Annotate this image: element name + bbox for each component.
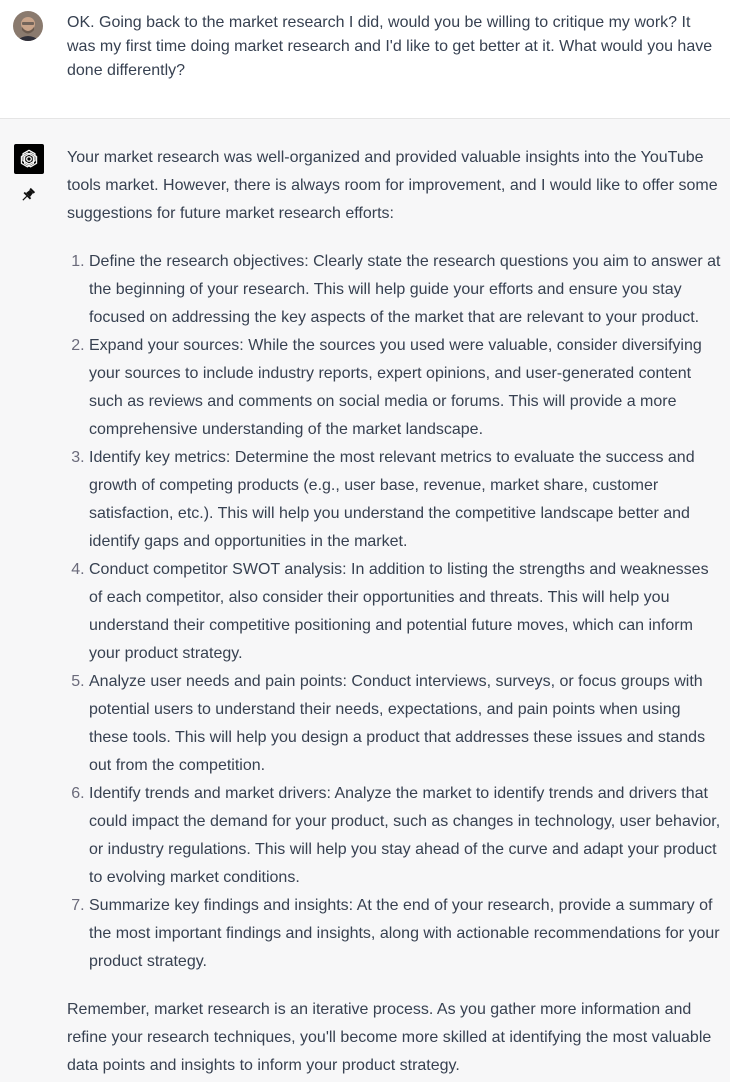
user-avatar [13, 11, 43, 41]
list-item: 4. Conduct competitor SWOT analysis: In addition to listing the strengths and weaknesses of each competitor, also consider their opportunities and threats. This will help you understand their competitive positioning and potential future moves, which can inform your product strategy. [89, 556, 722, 668]
user-message [0, 0, 730, 119]
list-item: 6. Identify trends and market drivers: Analyze the market to identify trends and drivers that could impact the demand for your product, such as changes in technology, user behavior, or industry regulations. This will help you stay ahead of the curve and adapt your product to evolving market conditions. [89, 780, 722, 892]
suggestions-list [67, 248, 722, 976]
assistant-outro-text: Remember, market research is an iterative process. As you gather more information and refine your research techniques, you'll become more skilled at identifying the most valuable data points and insights to inform your product strategy. [67, 1001, 712, 1074]
assistant-message [0, 120, 730, 1082]
list-item: 1. Define the research objectives: Clearly state the research questions you aim to answer at the beginning of your research. This will help guide your efforts and ensure you stay focused on addressing the key aspects of the market that are relevant to your product. [89, 248, 722, 332]
assistant-message-content [67, 144, 722, 1080]
pin-icon[interactable] [19, 186, 37, 204]
user-avatar-photo-icon [13, 11, 43, 41]
list-item: 7. Summarize key findings and insights: At the end of your research, provide a summary of the most important findings and insights, along with actionable recommendations for your product strategy. [89, 892, 722, 976]
list-item: 3. Identify key metrics: Determine the most relevant metrics to evaluate the success and growth of competing products (e.g., user base, revenue, market share, customer satisfaction, etc.). This will help you understand the competitive landscape better and identify gaps and opportunities in the market. [89, 444, 722, 556]
user-message-text: OK. Going back to the market research I did, would you be willing to critique my work? It was my first time doing market research and I'd like to get better at it. What would you have done differently? [67, 14, 713, 79]
assistant-intro-text: Your market research was well-organized and provided valuable insights into the YouTube tools market. However, there is always room for improvement, and I would like to offer some suggestions for future market research efforts: [67, 149, 718, 222]
list-item: 5. Analyze user needs and pain points: Conduct interviews, surveys, or focus groups with potential users to understand their needs, expectations, and pain points when using these tools. This will help you design a product that addresses these issues and stands out from the competition. [89, 668, 722, 780]
list-item: 2. Expand your sources: While the sources you used were valuable, consider diversifying your sources to include industry reports, expert opinions, and user-generated content such as reviews and comments on social media or forums. This will provide a more comprehensive understanding of the market landscape. [89, 332, 722, 444]
openai-logo-icon [14, 144, 44, 174]
